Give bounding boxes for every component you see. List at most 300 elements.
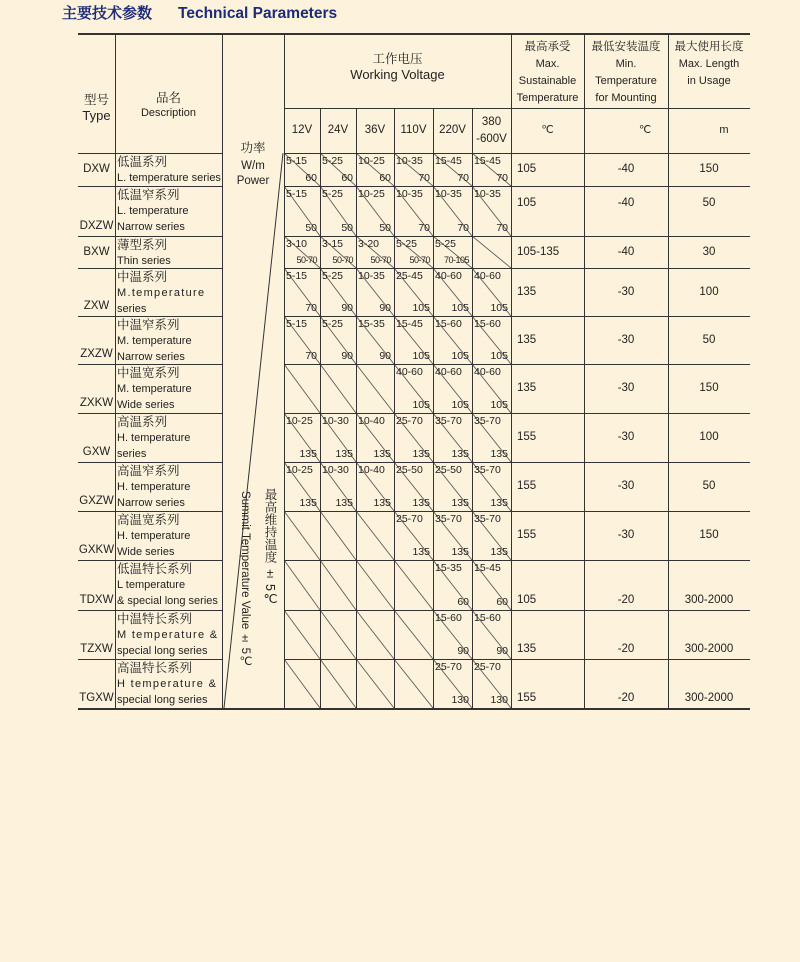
header-max-temp-line: Sustainable	[518, 75, 577, 87]
temperature-value: 135	[335, 448, 353, 460]
table-rule	[78, 659, 222, 660]
row-type: ZXKW	[79, 397, 114, 409]
header-min-temp-line: Min.	[615, 58, 637, 70]
voltage-cell	[356, 560, 394, 610]
temperature-value: 135	[412, 546, 430, 558]
header-max-temp-line: Max.	[535, 58, 560, 70]
voltage-cell	[320, 511, 356, 560]
description-line: series	[117, 448, 147, 460]
temperature-value: 135	[373, 448, 391, 460]
temperature-value: 70	[418, 222, 430, 234]
temperature-value: 70	[496, 172, 508, 184]
temperature-value: 60	[457, 596, 469, 608]
table-rule	[668, 33, 669, 708]
voltage-cell	[320, 153, 356, 186]
voltage-range: 10-35	[435, 188, 462, 200]
header-power-unit: W/m	[241, 160, 265, 172]
min-temp-value: -30	[617, 480, 635, 492]
voltage-cell	[394, 153, 433, 186]
table-rule	[284, 610, 750, 611]
voltage-range: 15-60	[435, 612, 462, 624]
temperature-value: 50	[379, 222, 391, 234]
temperature-value: 60	[305, 172, 317, 184]
voltage-cell	[356, 511, 394, 560]
voltage-cell	[284, 316, 320, 364]
voltage-cell	[284, 186, 320, 236]
temperature-value: 135	[373, 497, 391, 509]
min-temp-value: -20	[617, 643, 635, 655]
voltage-cell	[284, 511, 320, 560]
description-line: M. temperature	[117, 383, 192, 395]
voltage-cell	[433, 153, 472, 186]
table-rule	[78, 462, 222, 463]
max-temp-value: 135	[517, 333, 537, 346]
description-line: M. temperature	[117, 335, 192, 347]
temperature-value: 135	[451, 497, 469, 509]
table-rule	[284, 316, 750, 317]
temperature-value: 70-105	[443, 255, 469, 265]
temperature-value: 70	[496, 222, 508, 234]
voltage-cell	[472, 610, 511, 659]
max-temp-value: 155	[517, 692, 537, 704]
description-line: Narrow series	[117, 497, 185, 509]
max-temp-value: 105	[517, 197, 537, 209]
voltage-cell	[320, 268, 356, 316]
temperature-value: 90	[341, 302, 353, 314]
table-rule	[78, 268, 222, 269]
description-line: Wide series	[117, 399, 175, 411]
max-temp-value: 105	[517, 594, 537, 606]
description-line: 高温系列	[117, 415, 168, 429]
header-voltage-0: 12V	[291, 124, 313, 136]
temperature-value: 105	[451, 399, 469, 411]
voltage-cell	[284, 462, 320, 511]
table-rule	[284, 659, 750, 660]
description-line: special long series	[117, 645, 208, 657]
voltage-range: 5-15	[286, 270, 308, 282]
voltage-range: 40-60	[435, 366, 462, 378]
row-type: TGXW	[79, 692, 114, 704]
voltage-range: 5-15	[286, 155, 308, 167]
row-type: DXZW	[79, 220, 114, 232]
row-description	[117, 237, 222, 268]
voltage-cell	[433, 364, 472, 413]
row-type: GXW	[82, 446, 111, 458]
temperature-value: 135	[412, 497, 430, 509]
min-temp-value: -20	[617, 692, 635, 704]
voltage-range: 3-15	[322, 238, 344, 250]
max-temp-value: 155	[517, 529, 537, 541]
max-length-value: 100	[699, 431, 719, 443]
temperature-value: 130	[451, 694, 469, 706]
row-type: BXW	[83, 245, 110, 258]
temperature-value: 135	[335, 497, 353, 509]
voltage-range: 10-35	[474, 188, 501, 200]
temperature-value: 105	[490, 350, 508, 362]
temperature-value: 60	[341, 172, 353, 184]
header-working-voltage	[284, 33, 511, 108]
voltage-range: 40-60	[474, 366, 501, 378]
table-rule	[284, 462, 750, 463]
voltage-cell	[394, 610, 433, 659]
temperature-value: 135	[451, 546, 469, 558]
voltage-cell	[356, 186, 394, 236]
voltage-range: 15-45	[474, 155, 501, 167]
min-temp-value: -30	[617, 333, 635, 346]
voltage-range: 40-60	[435, 270, 462, 282]
temperature-value: 70	[457, 172, 469, 184]
header-voltage-5: 380 -600V	[476, 115, 507, 145]
min-temp-value: -40	[617, 245, 635, 258]
header-max-temp-line: 最高承受	[524, 41, 571, 53]
header-power-en: Power	[236, 175, 270, 187]
max-temp-value: 135	[517, 285, 537, 298]
voltage-range: 40-60	[474, 270, 501, 282]
page-title	[62, 2, 337, 23]
temperature-value: 135	[490, 448, 508, 460]
voltage-range: 35-70	[474, 464, 501, 476]
max-length-value: 300-2000	[684, 692, 734, 704]
voltage-range: 40-60	[396, 366, 423, 378]
temperature-value: 50	[341, 222, 353, 234]
temperature-value: 135	[299, 497, 317, 509]
voltage-cell	[394, 268, 433, 316]
voltage-cell	[472, 413, 511, 462]
voltage-cell	[472, 236, 511, 268]
max-length-value: 30	[702, 245, 716, 258]
row-description	[117, 154, 222, 186]
temperature-value: 90	[379, 350, 391, 362]
description-line: 中温窄系列	[117, 318, 180, 332]
voltage-cell	[284, 268, 320, 316]
voltage-cell	[472, 364, 511, 413]
voltage-cell	[433, 413, 472, 462]
voltage-range: 5-25	[396, 238, 418, 250]
table-rule	[115, 33, 116, 708]
header-min-temp-line: Temperature	[595, 75, 657, 87]
temperature-value: 90	[379, 302, 391, 314]
voltage-range: 5-25	[322, 318, 344, 330]
header-min-temp	[584, 33, 668, 108]
table-rule	[78, 186, 222, 187]
voltage-cell	[433, 560, 472, 610]
header-voltage-3: 110V	[400, 124, 427, 136]
max-length-value: 150	[699, 163, 719, 175]
description-line: 高温宽系列	[117, 513, 180, 527]
temperature-value: 50	[305, 222, 317, 234]
voltage-cell	[320, 364, 356, 413]
description-line: M temperature &	[117, 629, 219, 641]
voltage-cell	[356, 659, 394, 708]
max-length-value: 150	[699, 529, 719, 541]
row-description	[117, 463, 222, 511]
table-rule	[394, 108, 395, 708]
voltage-range: 25-45	[396, 270, 423, 282]
max-temp-value: 105	[517, 163, 537, 175]
voltage-cell	[284, 659, 320, 708]
technical-parameters-table	[78, 33, 750, 709]
header-description	[115, 33, 222, 153]
voltage-cell	[472, 268, 511, 316]
description-line: 薄型系列	[117, 238, 168, 252]
temperature-value: 105	[490, 399, 508, 411]
voltage-cell	[320, 186, 356, 236]
title-en: Technical Parameters	[178, 5, 338, 22]
max-temp-value: 135	[517, 382, 537, 394]
temperature-value: 130	[490, 694, 508, 706]
voltage-cell	[356, 236, 394, 268]
temperature-value: 105	[412, 350, 430, 362]
unit-max-len: m	[719, 124, 729, 136]
voltage-range: 10-25	[286, 464, 313, 476]
temperature-value: 50-70	[370, 255, 391, 265]
description-line: L. temperature	[117, 205, 189, 217]
min-temp-value: -40	[617, 163, 635, 175]
table-rule	[284, 153, 750, 154]
temperature-value: 90	[341, 350, 353, 362]
header-voltage-1: 24V	[327, 124, 349, 136]
voltage-cell	[394, 236, 433, 268]
voltage-range: 25-50	[435, 464, 462, 476]
table-rule	[320, 108, 321, 708]
row-description	[117, 512, 222, 560]
row-description	[117, 611, 222, 659]
voltage-range: 25-70	[396, 415, 423, 427]
voltage-cell	[320, 413, 356, 462]
voltage-cell	[284, 153, 320, 186]
header-max-temp	[511, 33, 584, 108]
description-line: H. temperature	[117, 481, 191, 493]
header-type	[78, 33, 115, 153]
voltage-range: 35-70	[474, 513, 501, 525]
row-description	[117, 561, 222, 610]
min-temp-value: -30	[617, 382, 635, 394]
header-voltage-2: 36V	[364, 124, 386, 136]
row-description	[117, 317, 222, 364]
temperature-value: 135	[299, 448, 317, 460]
description-line: M.temperature	[117, 287, 206, 299]
power-column-diagonal	[222, 153, 284, 713]
table-rule	[78, 153, 222, 154]
table-rule	[78, 413, 222, 414]
table-rule	[78, 364, 222, 365]
max-length-value: 300-2000	[684, 643, 734, 655]
voltage-range: 35-70	[474, 415, 501, 427]
table-rule	[356, 108, 357, 708]
max-temp-value: 155	[517, 431, 537, 443]
max-length-value: 100	[699, 285, 719, 298]
description-line: special long series	[117, 694, 208, 706]
row-type: TZXW	[80, 643, 113, 655]
voltage-range: 35-70	[435, 513, 462, 525]
row-type: TDXW	[79, 594, 114, 606]
row-type: GXKW	[78, 544, 115, 556]
table-rule	[78, 511, 222, 512]
voltage-cell	[394, 659, 433, 708]
voltage-range: 15-60	[474, 612, 501, 624]
max-temp-value: 135	[517, 643, 537, 655]
voltage-cell	[320, 316, 356, 364]
voltage-cell	[472, 316, 511, 364]
voltage-cell	[284, 610, 320, 659]
voltage-cell	[433, 462, 472, 511]
temperature-value: 105	[412, 399, 430, 411]
temperature-value: 60	[496, 596, 508, 608]
voltage-cell	[472, 186, 511, 236]
temperature-value: 135	[451, 448, 469, 460]
voltage-cell	[433, 610, 472, 659]
voltage-cell	[472, 659, 511, 708]
voltage-range: 10-25	[358, 155, 385, 167]
voltage-range: 10-35	[396, 188, 423, 200]
table-rule	[284, 236, 750, 237]
table-rule	[284, 364, 750, 365]
header-type-en: Type	[82, 108, 111, 123]
unit-min-temp: ℃	[638, 124, 652, 136]
header-min-temp-line: for Mounting	[595, 92, 657, 104]
temperature-value: 105	[451, 302, 469, 314]
voltage-cell	[472, 511, 511, 560]
temperature-value: 135	[412, 448, 430, 460]
voltage-range: 15-45	[474, 562, 501, 574]
unit-max-temp: ℃	[541, 124, 554, 136]
header-voltage-en: Working Voltage	[350, 66, 445, 82]
voltage-range: 10-25	[358, 188, 385, 200]
voltage-cell	[356, 153, 394, 186]
voltage-cell	[356, 413, 394, 462]
table-rule	[284, 413, 750, 414]
row-description	[117, 187, 222, 236]
voltage-range: 5-25	[322, 155, 344, 167]
voltage-range: 15-35	[435, 562, 462, 574]
row-description	[117, 365, 222, 413]
table-rule	[284, 268, 750, 269]
temperature-value: 50-70	[296, 255, 317, 265]
description-line: 低温窄系列	[117, 188, 180, 202]
description-line: H. temperature	[117, 530, 191, 542]
voltage-range: 5-15	[286, 318, 308, 330]
voltage-cell	[394, 560, 433, 610]
table-rule	[284, 511, 750, 512]
table-rule	[284, 33, 285, 708]
voltage-range: 10-40	[358, 464, 385, 476]
voltage-range: 10-35	[396, 155, 423, 167]
voltage-range: 25-50	[396, 464, 423, 476]
voltage-cell	[394, 364, 433, 413]
table-rule	[78, 560, 222, 561]
table-rule	[78, 610, 222, 611]
voltage-cell	[320, 462, 356, 511]
voltage-cell	[433, 186, 472, 236]
max-length-value: 300-2000	[684, 594, 734, 606]
voltage-range: 25-70	[435, 661, 462, 673]
temperature-value: 70	[305, 302, 317, 314]
temperature-value: 90	[496, 645, 508, 657]
max-length-value: 50	[702, 333, 716, 346]
header-power-cn: 功率	[240, 141, 266, 155]
description-line: H. temperature	[117, 432, 191, 444]
header-description-cn: 品名	[155, 90, 181, 105]
voltage-range: 3-20	[358, 238, 380, 250]
temperature-value: 135	[490, 497, 508, 509]
temperature-value: 50-70	[332, 255, 353, 265]
description-line: L temperature	[117, 579, 186, 591]
header-max-len-line: in Usage	[687, 75, 731, 87]
title-cn: 主要技术参数	[62, 5, 153, 22]
voltage-range: 15-60	[435, 318, 462, 330]
voltage-cell	[320, 610, 356, 659]
voltage-range: 10-25	[286, 415, 313, 427]
voltage-range: 15-60	[474, 318, 501, 330]
description-line: H temperature &	[117, 678, 218, 690]
voltage-cell	[356, 364, 394, 413]
max-temp-value: 155	[517, 480, 537, 492]
table-rule	[284, 560, 750, 561]
voltage-range: 15-35	[358, 318, 385, 330]
temperature-value: 105	[451, 350, 469, 362]
table-rule	[78, 708, 750, 710]
row-description	[117, 660, 222, 708]
voltage-cell	[284, 560, 320, 610]
min-temp-value: -30	[617, 431, 635, 443]
voltage-cell	[394, 462, 433, 511]
voltage-range: 10-40	[358, 415, 385, 427]
voltage-range: 10-35	[358, 270, 385, 282]
voltage-cell	[284, 236, 320, 268]
table-rule	[511, 33, 512, 708]
description-line: Wide series	[117, 546, 175, 558]
voltage-range: 5-25	[322, 188, 344, 200]
max-length-value: 150	[699, 382, 719, 394]
header-max-len-line: Max. Length	[678, 58, 740, 70]
voltage-cell	[394, 186, 433, 236]
table-rule	[78, 33, 750, 35]
description-line: Thin series	[117, 255, 171, 267]
voltage-range: 5-25	[435, 238, 457, 250]
summit-temperature-note-cn: 最高维持温度 ± 5℃	[263, 488, 277, 606]
temperature-value: 70	[457, 222, 469, 234]
min-temp-value: -40	[617, 197, 635, 209]
voltage-range: 25-70	[396, 513, 423, 525]
row-type: ZXW	[83, 300, 110, 312]
voltage-range: 35-70	[435, 415, 462, 427]
max-length-value: 50	[702, 480, 716, 492]
table-rule	[78, 316, 222, 317]
voltage-range: 5-25	[322, 270, 344, 282]
description-line: L. temperature series	[117, 172, 221, 184]
header-voltage-4: 220V	[439, 124, 466, 136]
temperature-value: 60	[379, 172, 391, 184]
header-min-temp-line: 最低安装温度	[591, 41, 661, 53]
row-description	[117, 414, 222, 462]
temperature-value: 90	[457, 645, 469, 657]
header-max-temp-line: Temperature	[516, 92, 579, 104]
voltage-cell	[433, 268, 472, 316]
voltage-cell	[472, 560, 511, 610]
voltage-cell	[433, 511, 472, 560]
temperature-value: 50-70	[409, 255, 430, 265]
temperature-value: 70	[418, 172, 430, 184]
temperature-value: 135	[490, 546, 508, 558]
table-rule	[78, 236, 222, 237]
voltage-cell	[356, 316, 394, 364]
voltage-range: 10-30	[322, 464, 349, 476]
table-rule	[284, 186, 750, 187]
description-line: 中温系列	[117, 270, 168, 284]
voltage-cell	[356, 462, 394, 511]
table-rule	[472, 108, 473, 708]
description-line: 中温特长系列	[117, 612, 193, 626]
